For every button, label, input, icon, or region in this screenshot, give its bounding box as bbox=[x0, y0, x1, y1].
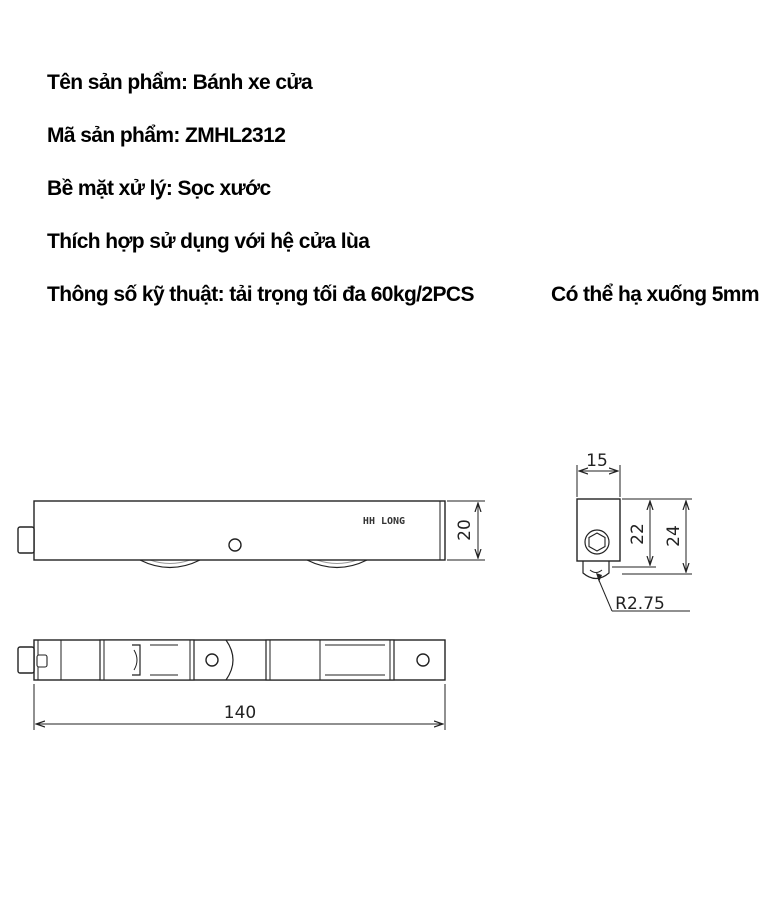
technical-spec: Thông số kỹ thuật: tải trọng tối đa 60kg/2PCS bbox=[47, 283, 474, 306]
brand-mark: HH LONG bbox=[362, 516, 406, 527]
bottom-view bbox=[18, 640, 445, 680]
dim-length: 140 bbox=[223, 703, 257, 723]
dim-inner-height: 22 bbox=[628, 523, 648, 545]
bottom-hole-right bbox=[417, 654, 429, 666]
wheel-groove bbox=[583, 561, 609, 579]
lowering-note: Có thể hạ xuống 5mm bbox=[551, 283, 759, 306]
product-name: Tên sản phẩm: Bánh xe cửa bbox=[47, 71, 313, 94]
surface-finish: Bề mặt xử lý: Sọc xước bbox=[47, 177, 271, 200]
dim-outer-height: 24 bbox=[664, 525, 684, 547]
dim-end-width: 15 bbox=[586, 451, 608, 471]
product-code: Mã sản phẩm: ZMHL2312 bbox=[47, 124, 286, 147]
side-hole bbox=[229, 539, 241, 551]
side-end-tab bbox=[18, 527, 34, 553]
side-body bbox=[34, 501, 445, 560]
usage-note: Thích hợp sử dụng với hệ cửa lùa bbox=[47, 230, 370, 253]
bottom-hole-center bbox=[206, 654, 218, 666]
carriage-left bbox=[100, 640, 194, 680]
dim-side-height: 20 bbox=[455, 519, 475, 541]
carriage-right bbox=[266, 640, 394, 680]
dim-radius: R2.75 bbox=[615, 594, 665, 614]
side-view bbox=[18, 501, 445, 568]
bottom-end-tab bbox=[18, 647, 34, 673]
